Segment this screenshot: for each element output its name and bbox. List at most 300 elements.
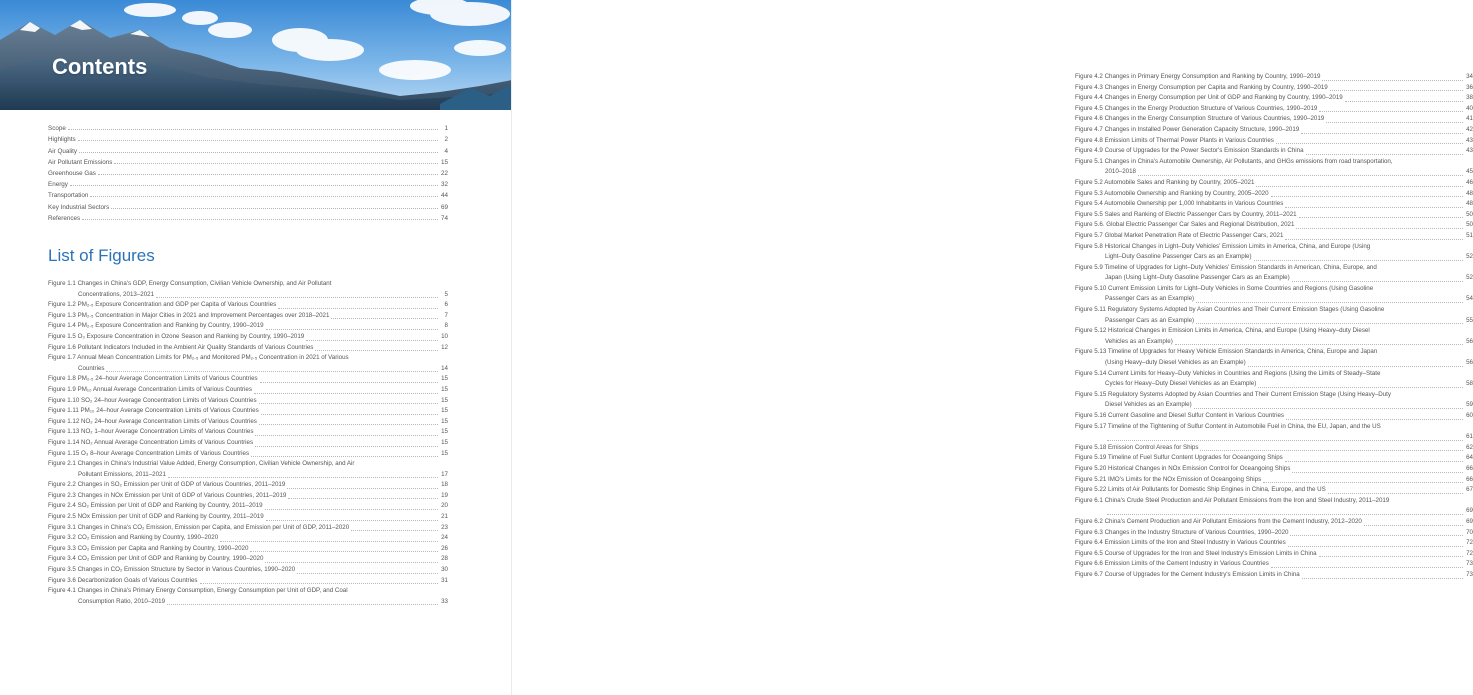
figure-entry-page: 62 <box>1466 443 1473 451</box>
figure-entry[interactable] <box>1075 443 1473 454</box>
figure-entry-page: 15 <box>441 417 448 425</box>
figure-entry-title: Figure 1.6 Pollutant Indicators Included in the Ambient Air Quality Standards of Various Countries <box>48 343 314 351</box>
leader-dots <box>1292 281 1463 282</box>
leader-dots <box>265 562 438 563</box>
figure-entry-title-continued: Countries <box>78 364 105 372</box>
leader-dots <box>1322 80 1463 81</box>
figure-entry[interactable] <box>1075 347 1473 368</box>
figure-entry-title: Figure 5.20 Historical Changes in NOx Emission Control for Oceangoing Ships <box>1075 464 1291 472</box>
figure-entry-title: Figure 1.2 PM₂.₅ Exposure Concentration and GDP per Capita of Various Countries <box>48 301 277 309</box>
figure-entry-page: 46 <box>1466 178 1473 186</box>
leader-dots <box>259 403 438 404</box>
figure-entry[interactable] <box>48 279 448 300</box>
figure-entry[interactable] <box>1075 199 1473 210</box>
figure-entry[interactable] <box>1075 93 1473 104</box>
figure-entry[interactable] <box>1075 485 1473 496</box>
contents-entry-label: References <box>48 214 81 222</box>
figure-entry-page: 70 <box>1466 528 1473 536</box>
contents-entry-label: Air Pollutant Emissions <box>48 158 113 166</box>
contents-entry-page: 2 <box>444 136 448 144</box>
figure-entry-page: 15 <box>441 396 448 404</box>
leader-dots <box>1256 186 1463 187</box>
figure-entry-page: 59 <box>1466 401 1473 409</box>
figure-entry[interactable] <box>48 300 448 311</box>
figure-entry-title: Figure 5.5 Sales and Ranking of Electric Passenger Cars by Country, 2011–2021 <box>1075 210 1297 218</box>
figure-entry-page: 50 <box>1466 221 1473 229</box>
figure-entry[interactable] <box>1075 210 1473 221</box>
figure-entry-page: 7 <box>444 311 448 319</box>
figure-entry-title-continued: Pollutant Emissions, 2011–2021 <box>78 470 166 478</box>
figure-entry[interactable] <box>1075 305 1473 326</box>
figure-entry-title: Figure 6.5 Course of Upgrades for the Iron and Steel Industry's Emission Limits in China <box>1075 549 1317 557</box>
leader-dots <box>1138 175 1463 176</box>
figure-entry[interactable] <box>48 523 448 534</box>
figure-entry-title-continued: (Using Heavy–duty Diesel Vehicles as an Example) <box>1105 359 1246 367</box>
contents-entry-label: Air Quality <box>48 147 78 155</box>
figure-entry[interactable] <box>1075 559 1473 570</box>
leader-dots <box>265 509 438 510</box>
figure-entry[interactable] <box>48 480 448 491</box>
figure-entry-title: Figure 1.14 NO₂ Annual Average Concentration Limits of Various Countries <box>48 438 254 446</box>
leader-dots <box>1345 101 1463 102</box>
contents-entry-page: 15 <box>440 158 448 166</box>
figure-entry-title: Figure 4.1 Changes in China's Primary Energy Consumption, Energy Consumption per Unit of GDP, and Coal <box>48 587 348 595</box>
leader-dots <box>1254 260 1463 261</box>
leader-dots <box>98 174 438 175</box>
figure-entry-page: 56 <box>1466 337 1473 345</box>
figure-entry-page: 52 <box>1466 274 1473 282</box>
figure-entry[interactable] <box>48 544 448 555</box>
leader-dots <box>1319 111 1463 112</box>
figure-entry-title: Figure 5.1 Changes in China's Automobile Ownership, Air Pollutants, and GHGs emissions from road transportation, <box>1075 157 1393 165</box>
leader-dots <box>1200 450 1463 451</box>
figure-entry[interactable] <box>1075 72 1473 83</box>
figure-entry-title: Figure 1.10 SO₂ 24–hour Average Concentration Limits of Various Countries <box>48 396 257 404</box>
figure-entry[interactable] <box>48 565 448 576</box>
contents-entry[interactable] <box>48 132 448 143</box>
figure-entry[interactable] <box>1075 83 1473 94</box>
leader-dots <box>1196 302 1463 303</box>
figure-entry[interactable] <box>48 396 448 407</box>
figure-entry-page: 66 <box>1466 464 1473 472</box>
figure-entry-title: Figure 1.7 Annual Mean Concentration Limits for PM₂.₅ and Monitored PM₂.₅ Concentration in 2021 of Various <box>48 354 349 362</box>
figure-entry-page: 6 <box>444 301 448 309</box>
figure-entry-page: 19 <box>441 491 448 499</box>
figure-entry-page: 60 <box>1466 412 1473 419</box>
figure-entry-page: 72 <box>1466 549 1473 557</box>
leader-dots <box>1290 535 1463 536</box>
leader-dots <box>251 456 438 457</box>
figure-entry-page: 72 <box>1466 539 1473 547</box>
leader-dots <box>70 185 438 186</box>
contents-entry-label: Transportation <box>48 192 89 200</box>
figure-entry-title-continued: Cycles for Heavy–Duty Diesel Vehicles as an Example) <box>1105 380 1257 388</box>
figure-entry[interactable] <box>48 385 448 396</box>
contents-entry-page: 44 <box>440 192 448 200</box>
figure-entry-title: Figure 5.15 Regulatory Systems Adopted by Asian Countries and Their Current Emission Stage (Using Heavy–Duty <box>1075 390 1391 398</box>
figure-entry[interactable] <box>48 554 448 565</box>
figure-entry[interactable] <box>48 438 448 449</box>
figure-entry[interactable] <box>1075 422 1473 443</box>
contents-entry[interactable] <box>48 199 448 210</box>
figure-entry-title: Figure 1.9 PM₁₀ Annual Average Concentration Limits of Various Countries <box>48 385 252 393</box>
figure-entry-title-continued: Consumption Ratio, 2010–2019 <box>78 597 166 605</box>
figure-entry-title: Figure 4.8 Emission Limits of Thermal Power Plants in Various Countries <box>1075 136 1274 144</box>
leader-dots <box>261 414 438 415</box>
contents-entry-page: 69 <box>440 203 448 211</box>
contents-entry[interactable] <box>48 166 448 177</box>
figure-entry-title-continued: Light–Duty Gasoline Passenger Cars as an Example) <box>1105 253 1252 261</box>
figure-entry-page: 54 <box>1466 295 1473 303</box>
figure-entry-title: Figure 6.3 Changes in the Industry Structure of Various Countries, 1990–2020 <box>1075 528 1289 536</box>
leader-dots <box>1248 366 1463 367</box>
figure-entry-title: Figure 4.9 Course of Upgrades for the Power Sector's Emission Standards in China <box>1075 147 1304 155</box>
figure-entry-page: 66 <box>1466 475 1473 483</box>
leader-dots <box>1196 323 1463 324</box>
contents-entry[interactable] <box>48 143 448 154</box>
figure-entry-page: 67 <box>1466 486 1473 494</box>
figure-entry[interactable] <box>1075 104 1473 115</box>
contents-entry-page: 32 <box>440 181 448 189</box>
figure-entry-title: Figure 4.7 Changes in Installed Power Generation Capacity Structure, 1990–2019 <box>1075 125 1300 133</box>
figure-entry-title: Figure 3.2 CO₂ Emission and Ranking by Country, 1990–2020 <box>48 534 219 542</box>
contents-entry[interactable] <box>48 211 448 222</box>
figure-entry-page: 8 <box>444 322 448 330</box>
leader-dots <box>1319 556 1463 557</box>
figure-entry-title: Figure 3.5 Changes in CO₂ Emission Structure by Sector in Various Countries, 1990–2020 <box>48 566 296 574</box>
figure-entry-title-continued: Japan (Using Light–Duty Gasoline Passenger Cars as an Example) <box>1105 274 1290 282</box>
leader-dots <box>1276 143 1463 144</box>
figure-entry[interactable] <box>1075 189 1473 200</box>
figure-entry[interactable] <box>1075 284 1473 305</box>
contents-entry[interactable] <box>48 177 448 188</box>
figure-entry-page: 24 <box>441 534 448 542</box>
leader-dots <box>106 371 438 372</box>
figure-entry-title: Figure 5.13 Timeline of Upgrades for Heavy Vehicle Emission Standards in America, China, Europe and Japan <box>1075 348 1378 356</box>
figure-entry-title: Figure 6.4 Emission Limits of the Iron and Steel Industry in Various Countries <box>1075 539 1286 547</box>
contents-entry-label: Greenhouse Gas <box>48 169 96 177</box>
figure-entry-page: 52 <box>1466 253 1473 261</box>
figure-entry-title: Figure 2.1 Changes in China's Industrial Value Added, Energy Consumption, Civilian Vehicle Ownership, and Air <box>48 460 355 468</box>
figure-entry-title: Figure 5.2 Automobile Sales and Ranking by Country, 2005–2021 <box>1075 178 1255 186</box>
contents-entry-label: Energy <box>48 181 68 189</box>
figure-entry[interactable] <box>48 374 448 385</box>
figure-entry[interactable] <box>1075 411 1473 422</box>
left-page <box>0 0 512 695</box>
figure-entry-page: 21 <box>441 513 448 521</box>
figure-entry-title: Figure 5.16 Current Gasoline and Diesel Sulfur Content in Various Countries <box>1075 412 1284 419</box>
figure-entry-title: Figure 5.10 Current Emission Limits for Light–Duty Vehicles in Some Countries and Regions (Using Gasoline <box>1075 284 1374 292</box>
figure-entry-page: 23 <box>441 523 448 531</box>
figure-entry-title: Figure 5.19 Timeline of Fuel Sulfur Content Upgrades for Oceangoing Ships <box>1075 454 1283 462</box>
leader-dots <box>78 140 438 141</box>
figure-entry-title: Figure 1.3 PM₂.₅ Concentration in Major Cities in 2021 and Improvement Percentages over 2018–2021 <box>48 311 330 319</box>
figure-entry-page: 20 <box>441 502 448 510</box>
figure-entry-title: Figure 3.6 Decarbonization Goals of Various Countries <box>48 576 198 584</box>
figure-entry-title: Figure 5.4 Automobile Ownership per 1,000 Inhabitants in Various Countries <box>1075 200 1284 208</box>
contents-entry-label: Scope <box>48 125 66 133</box>
figure-entry[interactable] <box>1075 220 1473 231</box>
figure-entry[interactable] <box>48 406 448 417</box>
figure-entry-title: Figure 1.5 O₃ Exposure Concentration in Ozone Season and Ranking by Country, 1990–2019 <box>48 332 305 340</box>
leader-dots <box>168 477 438 478</box>
figure-entry-page: 45 <box>1466 168 1473 176</box>
figure-entry[interactable] <box>1075 114 1473 125</box>
leader-dots <box>1285 207 1463 208</box>
contents-entry-page: 74 <box>440 214 448 222</box>
figure-entry-title: Figure 5.3 Automobile Ownership and Ranking by Country, 2005–2020 <box>1075 189 1269 197</box>
figure-entry-title: Figure 5.14 Current Limits for Heavy–Duty Vehicles in Countries and Regions (Using the Limits of Steady–State <box>1075 369 1381 377</box>
contents-entry-page: 22 <box>440 169 448 177</box>
leader-dots <box>255 446 438 447</box>
figure-entry[interactable] <box>48 512 448 523</box>
leader-dots <box>1285 461 1463 462</box>
figure-entry-page: 10 <box>441 332 448 340</box>
figure-entry-page: 56 <box>1466 359 1473 367</box>
figure-entry-title: Figure 4.5 Changes in the Energy Production Structure of Various Countries, 1990–2019 <box>1075 104 1318 112</box>
leader-dots <box>1328 493 1463 494</box>
leader-dots <box>1285 239 1463 240</box>
figure-entry[interactable] <box>1075 125 1473 136</box>
figure-entry-title: Figure 1.12 NO₂ 24–hour Average Concentration Limits of Various Countries <box>48 417 257 425</box>
leader-dots <box>1330 90 1463 91</box>
leader-dots <box>1301 133 1463 134</box>
figure-entry-title: Figure 3.4 CO₂ Emission per Unit of GDP and Ranking by Country, 1990–2020 <box>48 555 264 563</box>
figure-entry-title-continued: Passenger Cars as an Example) <box>1105 316 1195 324</box>
figure-entry-title: Figure 6.2 China's Cement Production and Air Pollutant Emissions from the Cement Industry, 2012–2020 <box>1075 517 1362 525</box>
figure-entry[interactable] <box>1075 369 1473 390</box>
contents-entry-page: 4 <box>444 147 448 155</box>
leader-dots <box>266 329 438 330</box>
figure-entry[interactable] <box>48 533 448 544</box>
figure-entry[interactable] <box>1075 136 1473 147</box>
figure-entry[interactable] <box>1075 496 1473 517</box>
leader-dots <box>1271 567 1463 568</box>
figure-entry-page: 58 <box>1466 380 1473 388</box>
figure-entry[interactable] <box>48 311 448 322</box>
figure-entry-page: 15 <box>441 385 448 393</box>
figure-entry-page: 61 <box>1466 433 1473 441</box>
contents-entry[interactable] <box>48 155 448 166</box>
figure-entry-title: Figure 5.9 Timeline of Upgrades for Light–Duty Vehicles' Emission Standards in American, China, Europe, and <box>1075 263 1377 271</box>
figure-entry[interactable] <box>48 491 448 502</box>
leader-dots <box>220 541 438 542</box>
figure-entry-title-continued: Concentrations, 2013–2021 <box>78 290 155 298</box>
figure-entry-page: 73 <box>1466 560 1473 568</box>
figure-entry[interactable] <box>1075 263 1473 284</box>
figure-entry-title: Figure 5.21 IMO's Limits for the NOx Emission of Oceangoing Ships <box>1075 475 1262 483</box>
leader-dots <box>111 208 438 209</box>
figure-entry[interactable] <box>48 417 448 428</box>
figure-entry-title: Figure 5.18 Emission Control Areas for Ships <box>1075 443 1199 451</box>
figure-entry[interactable] <box>1075 570 1473 581</box>
figure-entry-title: Figure 1.11 PM₁₀ 24–hour Average Concentration Limits of Various Countries <box>48 407 259 415</box>
figure-entry[interactable] <box>1075 528 1473 539</box>
leader-dots <box>114 163 438 164</box>
contents-entry[interactable] <box>48 188 448 199</box>
figure-entry[interactable] <box>48 586 448 607</box>
figure-entry-title: Figure 5.8 Historical Changes in Light–Duty Vehicles' Emission Limits in America, China, and Europe (Using <box>1075 242 1371 250</box>
leader-dots <box>68 129 438 130</box>
contents-entry[interactable] <box>48 121 448 132</box>
leader-dots <box>260 382 438 383</box>
figure-entry-title-continued: Diesel Vehicles as an Example) <box>1105 401 1192 409</box>
leader-dots <box>255 435 438 436</box>
figure-entry[interactable] <box>48 459 448 480</box>
leader-dots <box>1299 217 1463 218</box>
leader-dots <box>1107 440 1463 441</box>
leader-dots <box>1302 578 1463 579</box>
figure-entry-title: Figure 6.6 Emission Limits of the Cement Industry in Various Countries <box>1075 560 1269 568</box>
leader-dots <box>306 340 438 341</box>
leader-dots <box>1296 228 1463 229</box>
leader-dots <box>315 350 438 351</box>
figure-entry-title: Figure 4.4 Changes in Energy Consumption per Unit of GDP and Ranking by Country, 1990–2019 <box>1075 94 1343 102</box>
figure-entry[interactable] <box>1075 390 1473 411</box>
figure-entry-page: 73 <box>1466 570 1473 578</box>
figure-entry[interactable] <box>48 449 448 460</box>
figure-entry-title: Figure 4.6 Changes in the Energy Consumption Structure of Various Countries, 1990–2019 <box>1075 115 1325 123</box>
figure-entry-title: Figure 5.17 Timeline of the Tightening of Sulfur Content in Automobile Fuel in China, the EU, Japan, and the US <box>1075 422 1381 430</box>
leader-dots <box>331 318 438 319</box>
figure-entry[interactable] <box>1075 538 1473 549</box>
figure-entry-title-continued: 2010–2018 <box>1105 168 1136 176</box>
leader-dots <box>200 583 439 584</box>
figure-entry-title: Figure 5.7 Global Market Penetration Rate of Electric Passenger Cars, 2021 <box>1075 231 1284 239</box>
figure-entry-page: 40 <box>1466 104 1473 112</box>
figure-entry[interactable] <box>1075 146 1473 157</box>
figure-entry[interactable] <box>1075 517 1473 528</box>
figure-entry[interactable] <box>1075 178 1473 189</box>
figure-entry-page: 41 <box>1466 115 1473 123</box>
leader-dots <box>1258 387 1463 388</box>
figure-list-right <box>1075 72 1473 581</box>
leader-dots <box>1326 122 1463 123</box>
figure-entry-page: 17 <box>441 470 448 478</box>
figure-entry-title: Figure 2.4 SO₂ Emission per Unit of GDP and Ranking by Country, 2011–2019 <box>48 502 263 510</box>
figure-entry-page: 33 <box>441 597 448 605</box>
figure-entry-page: 5 <box>444 290 448 298</box>
contents-title: Contents <box>52 54 148 79</box>
figure-entry[interactable] <box>48 427 448 438</box>
figure-entry-page: 43 <box>1466 136 1473 144</box>
leader-dots <box>82 219 438 220</box>
figure-list-left <box>48 279 448 607</box>
figure-entry-page: 30 <box>441 566 448 574</box>
figure-entry-page: 15 <box>441 375 448 383</box>
leader-dots <box>1306 154 1463 155</box>
leader-dots <box>254 393 438 394</box>
figure-entry-page: 14 <box>441 364 448 372</box>
figure-entry[interactable] <box>1075 231 1473 242</box>
leader-dots <box>278 308 438 309</box>
figure-entry-page: 15 <box>441 428 448 436</box>
figure-entry[interactable] <box>48 321 448 332</box>
leader-dots <box>90 196 438 197</box>
figure-entry-page: 51 <box>1466 231 1473 239</box>
figure-entry[interactable] <box>1075 242 1473 263</box>
figure-entry-title: Figure 6.1 China's Crude Steel Production and Air Pollutant Emissions from the Iron and Steel Industry, 2011–2019 <box>1075 496 1390 504</box>
contents-entry-label: Highlights <box>48 136 76 144</box>
figure-entry[interactable] <box>48 501 448 512</box>
leader-dots <box>1292 472 1463 473</box>
figure-entry-page: 15 <box>441 407 448 415</box>
figure-entry-title-continued: Passenger Cars as an Example) <box>1105 295 1195 303</box>
leader-dots <box>167 604 438 605</box>
contents-entry-page: 1 <box>444 125 448 133</box>
figure-entry-title: Figure 2.3 Changes in NOx Emission per Unit of GDP of Various Countries, 2011–2019 <box>48 491 287 499</box>
leader-dots <box>259 424 438 425</box>
figure-entry-page: 55 <box>1466 316 1473 324</box>
figure-entry-title: Figure 5.11 Regulatory Systems Adopted by Asian Countries and Their Current Emission Stages (Using Gasoline <box>1075 306 1385 314</box>
list-of-figures-title: List of Figures <box>48 246 155 265</box>
figure-entry-title: Figure 2.2 Changes in SO₂ Emission per Unit of GDP of Various Countries, 2011–2019 <box>48 481 286 489</box>
leader-dots <box>297 573 438 574</box>
leader-dots <box>1271 196 1463 197</box>
leader-dots <box>287 488 438 489</box>
leader-dots <box>1263 482 1463 483</box>
figure-entry[interactable] <box>1075 326 1473 347</box>
figure-entry[interactable] <box>1075 475 1473 486</box>
figure-entry[interactable] <box>1075 453 1473 464</box>
figure-entry-title: Figure 1.4 PM₂.₅ Exposure Concentration and Ranking by Country, 1990–2019 <box>48 322 264 330</box>
figure-entry-page: 48 <box>1466 200 1473 208</box>
figure-entry-page: 31 <box>441 576 448 584</box>
leader-dots <box>351 530 438 531</box>
leader-dots <box>1364 525 1463 526</box>
figure-entry-page: 42 <box>1466 125 1473 133</box>
figure-entry-title: Figure 1.1 Changes in China's GDP, Energy Consumption, Civilian Vehicle Ownership, and Air Pollutant <box>48 280 332 287</box>
figure-entry-page: 48 <box>1466 189 1473 197</box>
contents-banner-image <box>0 0 512 110</box>
figure-entry-title: Figure 6.7 Course of Upgrades for the Cement Industry's Emission Limits in China <box>1075 570 1300 578</box>
figure-entry[interactable] <box>48 353 448 374</box>
figure-entry-page: 26 <box>441 544 448 552</box>
right-page <box>512 0 1473 695</box>
figure-entry-page: 50 <box>1466 210 1473 218</box>
figure-entry-title: Figure 3.3 CO₂ Emission per Capita and Ranking by Country, 1990–2020 <box>48 544 249 552</box>
figure-entry[interactable] <box>1075 157 1473 178</box>
figure-entry-page: 38 <box>1466 94 1473 102</box>
figure-entry[interactable] <box>48 332 448 343</box>
figure-entry-title: Figure 4.3 Changes in Energy Consumption per Capita and Ranking by Country, 1990–2019 <box>1075 83 1328 91</box>
figure-entry-page: 36 <box>1466 83 1473 91</box>
leader-dots <box>250 551 438 552</box>
leader-dots <box>288 498 438 499</box>
figure-entry-title: Figure 4.2 Changes in Primary Energy Consumption and Ranking by Country, 1990–2019 <box>1075 73 1321 80</box>
figure-entry-page: 15 <box>441 449 448 457</box>
figure-entry-title-continued: Vehicles as an Example) <box>1105 337 1173 345</box>
leader-dots <box>1107 514 1463 515</box>
figure-entry-title: Figure 1.15 O₃ 8–hour Average Concentration Limits of Various Countries <box>48 449 250 457</box>
figure-entry-page: 28 <box>441 555 448 563</box>
leader-dots <box>1286 419 1463 420</box>
figure-entry-title: Figure 5.12 Historical Changes in Emission Limits in America, China, and Europe (Using Heavy–duty Diesel <box>1075 327 1370 335</box>
leader-dots <box>1194 408 1463 409</box>
figure-entry-title: Figure 5.6. Global Electric Passenger Car Sales and Regional Distribution, 2021 <box>1075 221 1295 229</box>
leader-dots <box>1175 344 1463 345</box>
figure-entry[interactable] <box>1075 549 1473 560</box>
contents-entry-label: Key Industrial Sectors <box>48 203 110 211</box>
figure-entry-title: Figure 1.13 NO₂ 1–hour Average Concentration Limits of Various Countries <box>48 428 254 436</box>
figure-entry[interactable] <box>1075 464 1473 475</box>
figure-entry-title: Figure 3.1 Changes in China's CO₂ Emission, Emission per Capita, and Emission per Unit of GDP, 2011–2020 <box>48 523 350 531</box>
contents-list <box>48 121 448 222</box>
leader-dots <box>156 297 438 298</box>
figure-entry-page: 69 <box>1466 507 1473 515</box>
figure-entry[interactable] <box>48 343 448 354</box>
figure-entry[interactable] <box>48 576 448 587</box>
